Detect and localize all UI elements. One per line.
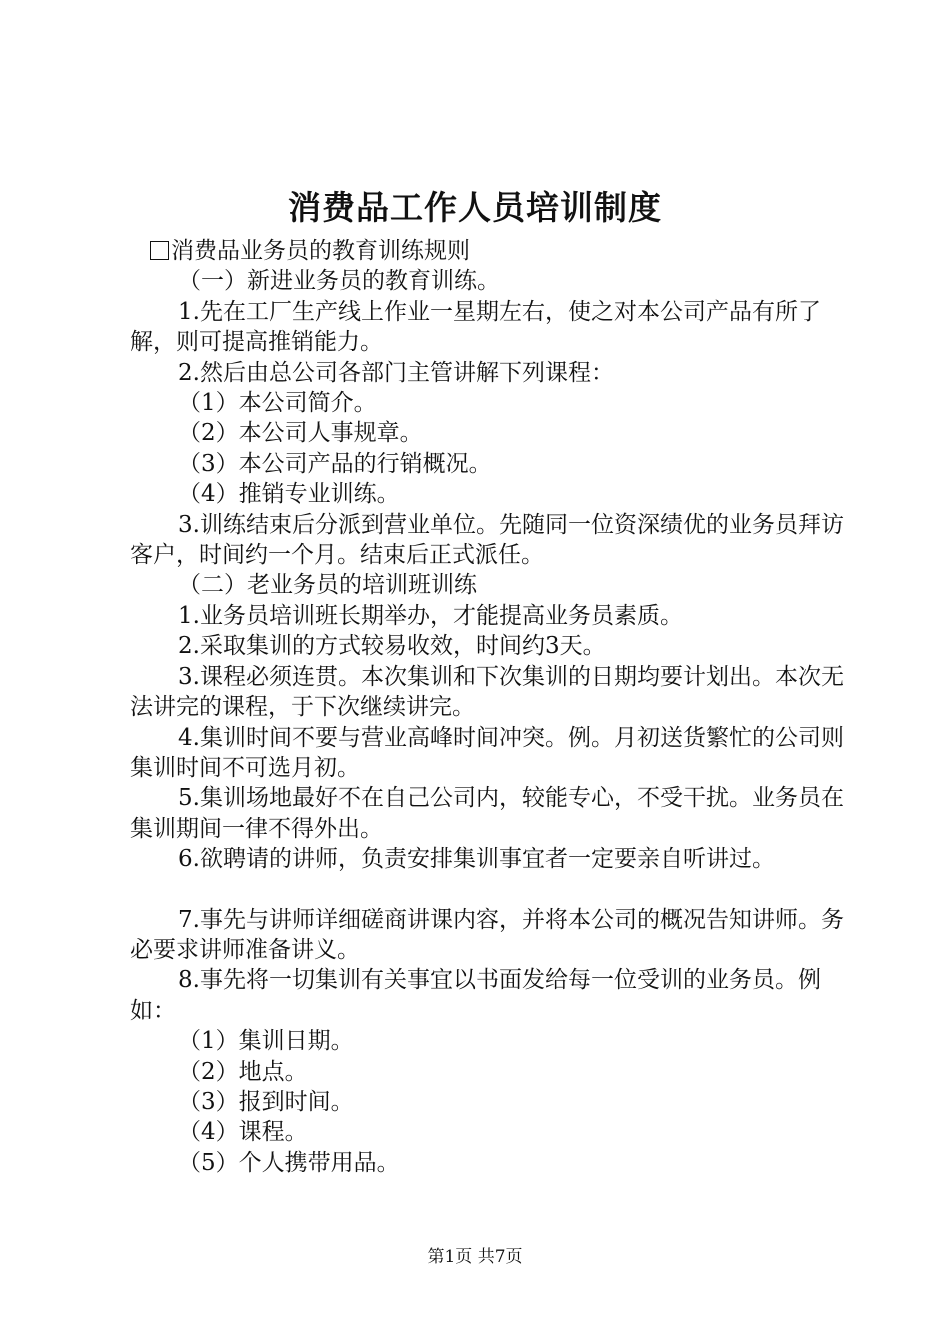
paragraph: 5.集训场地最好不在自己公司内，较能专心，不受干扰。业务员在集训期间一律不得外出。 xyxy=(130,785,844,842)
paragraph: 6.欲聘请的讲师，负责安排集训事宜者一定要亲自听讲过。 xyxy=(178,846,775,873)
paragraph: （二）老业务员的培训班训练 xyxy=(178,572,477,599)
page-footer: 第1页 共7页 xyxy=(427,1247,523,1267)
paragraph: 2.然后由总公司各部门主管讲解下列课程： xyxy=(178,359,614,386)
paragraph: （3）本公司产品的行销概况。 xyxy=(178,450,492,477)
paragraph: （一）新进业务员的教育训练。 xyxy=(178,268,500,295)
paragraph: 3.课程必须连贯。本次集训和下次集训的日期均要计划出。本次无法讲完的课程，于下次继续讲完。 xyxy=(130,663,844,721)
paragraph: 7.事先与讲师详细磋商讲课内容，并将本公司的概况告知讲师。务必要求讲师准备讲义。 xyxy=(130,906,844,963)
paragraph: （2）地点。 xyxy=(178,1058,308,1085)
paragraph-text: 消费品业务员的教育训练规则 xyxy=(171,238,470,264)
paragraph: 3.训练结束后分派到营业单位。先随同一位资深绩优的业务员拜访客户，时间约一个月。结束后正式派任。 xyxy=(130,511,844,569)
paragraph: （1）集训日期。 xyxy=(178,1028,354,1055)
paragraph: 4.集训时间不要与营业高峰时间冲突。例。月初送货繁忙的公司则集训时间不可选月初。 xyxy=(130,724,844,781)
paragraph: （4）推销专业训练。 xyxy=(178,481,400,508)
paragraph: 2.采取集训的方式较易收效，时间约3天。 xyxy=(178,633,606,660)
checkbox-square-icon xyxy=(150,241,169,260)
document-body xyxy=(130,236,860,1178)
paragraph: 8.事先将一切集训有关事宜以书面发给每一位受训的业务员。例如： xyxy=(130,967,821,1024)
paragraph: （2）本公司人事规章。 xyxy=(178,420,423,447)
paragraph: （4）课程。 xyxy=(178,1119,308,1146)
paragraph: （1）本公司简介。 xyxy=(178,390,377,417)
blank-line xyxy=(130,875,860,905)
paragraph: （5）个人携带用品。 xyxy=(178,1149,400,1176)
document-title: 消费品工作人员培训制度 xyxy=(288,188,662,227)
paragraph: （3）报到时间。 xyxy=(178,1088,354,1115)
paragraph-heading xyxy=(130,236,860,266)
paragraph: 1.业务员培训班长期举办，才能提高业务员素质。 xyxy=(178,602,683,629)
paragraph: 1.先在工厂生产线上作业一星期左右，使之对本公司产品有所了解，则可提高推销能力。 xyxy=(130,298,821,356)
